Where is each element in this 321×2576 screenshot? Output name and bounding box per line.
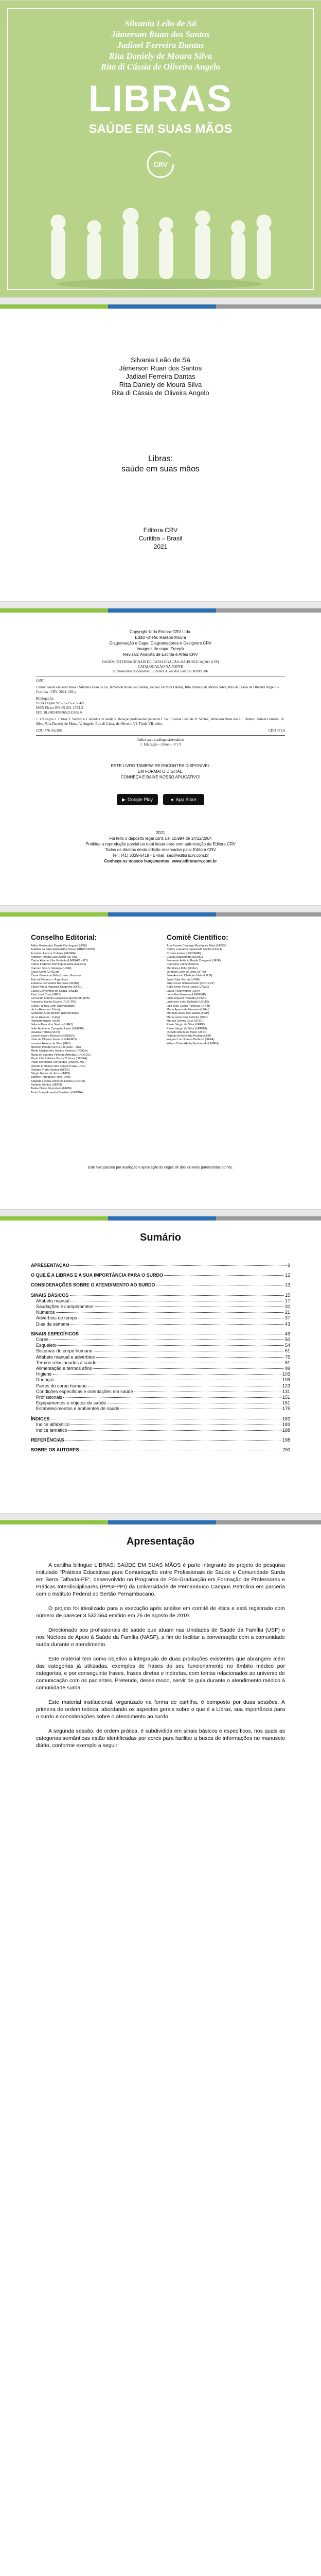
scientific-committee-title: Comitê Científico: (167, 933, 228, 941)
toc-entry-page: 43 (284, 1321, 290, 1327)
peer-review-note: Este livro passou por avaliação e aprovação às cegas de dois ou mais pareceristas ad hoc. (87, 1166, 234, 1170)
toc-entry-label: Advérbios de tempo (36, 1315, 78, 1321)
app-store-badge[interactable] (163, 794, 204, 805)
google-play-badge[interactable] (117, 794, 158, 805)
toc-entry[interactable] (31, 1310, 290, 1315)
toc-entry-page: 21 (284, 1310, 290, 1315)
scientific-committee-member: Paulo Sérgio da Silva (UFRGS) (167, 1027, 207, 1030)
cover-author: Rita di Cássia de Oliveira Angelo (100, 62, 221, 72)
cover-title: LIBRAS (88, 78, 233, 120)
editorial-council-member: Solange Helena Ximenes-Rocha (UFOPA) (31, 1079, 85, 1083)
top-bar-blue (108, 1520, 216, 1524)
toc-entry[interactable] (31, 1293, 290, 1298)
presentation-page (0, 1520, 321, 2576)
toc-entry[interactable] (31, 1437, 290, 1443)
toc-entry[interactable] (31, 1400, 290, 1406)
toc-entry-label: Índice temático (36, 1428, 67, 1433)
editorial-council-member: Sydione Santos (UEPG) (31, 1083, 62, 1087)
toc-entry-label: Saudações e cumprimentos (36, 1304, 94, 1310)
play-icon: ▶ (122, 796, 126, 802)
scientific-committee-member: Marisol Gomes Cruz (UFSC) (167, 1019, 204, 1023)
toc-entry[interactable] (31, 1447, 290, 1453)
board-columns (31, 933, 290, 1095)
top-bar-blue (108, 912, 216, 917)
book-title-line: Libras: (148, 454, 173, 463)
top-bar-green (0, 1520, 108, 1524)
editorial-council-member: Gloria Fariñas León (Universidade (31, 1004, 75, 1008)
top-bar-gray (216, 1216, 321, 1221)
toc-entry-label: Dias da semana (36, 1321, 70, 1327)
toc-leader-dots (70, 1295, 284, 1296)
editorial-council-member: Três de Febrero – Argentina) (31, 978, 68, 981)
presentation-paragraph: Este material institucional, organizado na forma de cartilha, é composto por duas sessões. A primeira de ordem teórica, abordando os aspectos gerais sobre o que é a Libras, sua importância para o surdo e considerações sobre o atendimento ao surdo. (36, 1699, 285, 1720)
toc-leader-dots (70, 1324, 284, 1325)
publisher-city: Curitiba – Brasil (138, 535, 183, 542)
editorial-council-member: Jailson Alves dos Santos (UFRJ) (31, 1023, 73, 1027)
editorial-council-member: Maria Cristina dos Santos Bezerra (UFSCar) (31, 1049, 88, 1053)
publisher-year: 2021 (153, 543, 168, 550)
scientific-committee-member: Leda Mari Kawano (UNIFESP) (167, 993, 206, 996)
app-store-label: App Store (175, 797, 197, 802)
toc-entry-page: 109 (282, 1377, 290, 1383)
toc-entry-label: Termos relacionados à saúde (36, 1360, 97, 1365)
cover-author: Jâmerson Ruan dos Santos (111, 29, 210, 39)
scientific-committee-member: Maria Lúcia Dias Ferreira (USP) (167, 1015, 208, 1019)
isbn-physical: ISBN Físico 978-65-251-1553-2 (36, 706, 83, 710)
title-author: Jâmerson Ruan dos Santos (119, 364, 202, 372)
toc-entry-page: 9 (287, 1263, 290, 1268)
cover-subtitle: SAÚDE EM SUAS MÃOS (88, 122, 233, 136)
presentation-title: Apresentação (126, 1536, 195, 1547)
toc-entry[interactable] (31, 1337, 290, 1343)
editorial-council-member: Francisco Carlos Duarte (PUC-PR) (31, 1001, 76, 1004)
editorial-council-member: Anselmo Alencar Colares (UFOPA) (31, 952, 76, 955)
toc-entry[interactable] (31, 1428, 290, 1433)
editorial-council-member: Cesar Gerónimo Tello (Univer. Nacional (31, 974, 82, 978)
editorial-council-member: Eduardo Fernandes Barbosa (UFMG) (31, 981, 79, 985)
toc-entry[interactable] (31, 1298, 290, 1304)
title-author: Silvania Leão de Sá (131, 356, 190, 364)
toc-entry-page: 20 (284, 1304, 290, 1310)
index-entry: 1. Educação – libras – 371.9 (140, 742, 181, 747)
title-author: Jadiael Ferreira Dantas (126, 372, 195, 380)
book-title (0, 454, 321, 474)
editorial-council-member: Josania Portela (UFPI) (31, 1030, 60, 1034)
toc-entry-label: SINAIS BÁSICOS (31, 1292, 69, 1298)
toc-entry-page: 61 (284, 1348, 290, 1354)
editorial-council-member: Marcelo Paixão (UFRJ e UTexas – US) (31, 1046, 81, 1049)
cdu-code: CDU 376.4:6.265 (36, 728, 62, 733)
top-bar-gray (216, 1520, 321, 1524)
catalog-bibliography: Bibliografia (36, 697, 53, 701)
editorial-council-member: Simone Rodrigues Pinto (UNB) (31, 1076, 71, 1079)
toc-leader-dots (63, 1397, 281, 1398)
toc-entry[interactable] (31, 1282, 290, 1288)
catalog-subtitle: CATALOGAÇÃO NA FONTE (138, 665, 183, 669)
legal-line: Todos os direitos desta edição reservados pela: Editora CRV (105, 848, 216, 852)
toc-entry[interactable] (31, 1416, 290, 1422)
apple-icon: ● (171, 797, 174, 802)
toc-entry-page: 13 (284, 1282, 290, 1288)
editorial-council-member: Andréia da Silva Quintanilha Sousa (UNIR/UFRN) (31, 948, 95, 952)
legal-website: Conheça os nossos lançamentos: www.editoracrv.com.br (104, 859, 217, 863)
catalog-librarian: Bibliotecária responsável: Luzenira Alves dos Santos CRB9/1506 (113, 669, 208, 673)
scientific-committee-member: Mendonça Filho (Unifor) (167, 967, 198, 970)
cover-author: Jadiael Ferreira Dantas (117, 40, 204, 50)
toc-entry[interactable] (31, 1263, 290, 1268)
catalog-code: L697 (36, 679, 44, 683)
presentation-body (36, 1562, 285, 1756)
copyright-line: Copyright © da Editora CRV Ltda. (129, 630, 192, 634)
scientific-committee-member: Jeferson Leite de Lima (UFPA) (167, 971, 206, 974)
scientific-committee-member: Ricardo Marini de Mello (UFSC) (167, 1030, 208, 1034)
toc-entry-label: Alfabeto manual (36, 1298, 70, 1303)
editorial-council-member: João Adalberto Campato Junior (UNESP) (31, 1027, 84, 1030)
catalog-title: DADOS INTERNACIONAIS DE CATALOGAÇÃO-NA-PUBLICAÇÃO (CIP) (102, 660, 219, 664)
toc-entry-page: 161 (282, 1400, 290, 1406)
scientific-committee-member: Katia Alves Vieira Lopes (UFMG) (167, 986, 209, 989)
editorial-council-member: Paulo Romualdo Hernandes (UNIFAL-MG) (31, 1061, 86, 1064)
digital-availability (0, 763, 321, 780)
title-page (0, 304, 321, 602)
presentation-paragraph: Este material tem como objetivo a integração de duas produções existentes que abrangem além das categorias já utilizadas, exemplos de frases do seu funcionamento no âmbito médico por categorias, e por conseguinte frases, frases diretas e indiretas, com temas relacionados ao universo de comunicação com os pacientes. Pretende, desse modo, servir de guia durante o atendimento médico à comunidade surda. (36, 1656, 285, 1691)
availability-line: ESTE LIVRO TAMBÉM SE ENCONTRA DISPONÍVEL (111, 764, 210, 768)
toc-entry-page: 200 (282, 1447, 290, 1453)
toc-entry-page: 151 (282, 1395, 290, 1400)
hands-illustration-icon (31, 196, 290, 289)
toc-entry-page: 99 (284, 1366, 290, 1371)
editorial-council-title: Conselho Editorial: (31, 933, 97, 941)
editorial-council-member: Sérgio Nunes de Jesus (IFRO) (31, 1072, 70, 1076)
editorial-council-member: Fernando Antônio Gonçalves Alcoforado (IPB) (31, 997, 90, 1001)
cover-author: Rita Daniely de Moura Silva (109, 51, 212, 61)
toc-entry-page: 188 (282, 1428, 290, 1433)
top-bar-green (0, 1216, 108, 1221)
toc-entry-page: 131 (282, 1388, 290, 1394)
google-play-label: Google Play (127, 797, 153, 802)
editorial-council-member: Celso Conti (UFSCar) (31, 971, 59, 974)
copyright-line: Revisão: Analista de Escrita e Artes CRV (123, 652, 198, 657)
legal-contact: Tel.: (41) 3039-6418 - E-mail: sac@editoracrv.com.br (112, 853, 209, 858)
top-bar-gray (216, 608, 321, 613)
toc-entry-label: Equipamentos e objetos de saúde (36, 1400, 106, 1406)
toc-entry-page: 175 (282, 1406, 290, 1412)
toc-leader-dots (96, 1357, 284, 1358)
scientific-committee-member: Ana Rosete Camargo Rodrigues Maia (UFSC) (167, 944, 226, 947)
toc-entry-label: Índice alfabético (36, 1421, 70, 1427)
editorial-council-member: Lourdes Helena da Silva (UFV) (31, 1042, 71, 1045)
toc-entry-page: 37 (284, 1315, 290, 1321)
top-bar-gray (216, 304, 321, 309)
toc-entry-label: APRESENTAÇÃO (31, 1263, 69, 1268)
editorial-council-member: Élsio José Corá (UFFS) (31, 993, 62, 996)
book-title-line: saúde em suas mãos (121, 465, 200, 473)
editorial-council-member: de La Havana – Cuba) (31, 1008, 60, 1012)
scientific-committee-member: Wilson Calvo Abrão Bestfassek (UNIRN) (167, 1042, 219, 1045)
toc-entry-label: Higiene (36, 1371, 52, 1377)
scientific-committee-member: Julio Cesar Schweickardt (FIOCRUZ) (167, 981, 215, 985)
toc-entry-page: 123 (282, 1383, 290, 1388)
toc-title: Sumário (139, 1232, 182, 1243)
top-bar-blue (108, 304, 216, 309)
scientific-committee-column (167, 933, 290, 1095)
toc-entry-label: CONSIDERAÇÕES SOBRE O ATENDIMENTO AO SURDO (31, 1282, 155, 1288)
top-bar-blue (108, 608, 216, 613)
catalog-subjects: 1. Educação 2. Libras 3. Surdez 4. Cuidados de saúde 5. Relação profissional paciente I. Sá, Silvania Leão de II. Santos, Jâmerson Ruan dos III. Dantas, Jadiael Ferreira. IV. Silva, Rita Daniely de Moura V. Angelo, Rita di Cássia de Oliveira VI. Título VII. série. (36, 717, 285, 726)
scientific-committee-member: Evania Nascimento (UEMG) (167, 955, 203, 959)
scientific-committee-member: Wagner Luiz Ramos Barbosa (UFPA) (167, 1038, 215, 1042)
toc-entry[interactable] (31, 1321, 290, 1327)
scientific-committee-member: Luiz Jose Carlos Fonseca (UFPB) (167, 1004, 210, 1008)
toc-leader-dots (93, 1368, 284, 1369)
isbn-digital: ISBN Digital 978-65-251-1554-9 (36, 701, 84, 705)
title-author: Rita di Cássia de Oliveira Angelo (112, 389, 209, 397)
legal-year: 2021 (156, 831, 165, 835)
toc-entry-page: 81 (284, 1360, 290, 1365)
toc-entry[interactable] (31, 1315, 290, 1321)
editorial-council-member: Guillermo Arias Beatón (Universidade (31, 1012, 79, 1015)
availability-line: EM FORMATO DIGITAL. (137, 769, 184, 774)
presentation-paragraph: A segunda sessão, de ordem prática, é subdividida em sinais básicos e específicos, nos quais as categorias semânticas estão identificadas por cores para facilitar a busca de informações no manuseio diário, conforme exemplo a seguir: (36, 1728, 285, 1749)
catalog-entry: Libras: saúde em suas mãos / Silvania Leão de Sá, Jâmerson Ruan dos Santos, Jadiael Ferreira Dantas, Rita Daniely de Moura Silva, Rita di Cássia de Oliveira Angelo – Curitiba : CRV, 2021. 202 p. (36, 685, 279, 694)
toc-entry-label: REFERÊNCIAS (31, 1437, 64, 1443)
editorial-council-member: Carlos Federico Dominguez Avila (Unieuro) (31, 963, 86, 967)
toc-entry[interactable] (31, 1331, 290, 1337)
editorial-board-page (0, 912, 321, 1210)
toc-leader-dots (58, 1345, 284, 1346)
toc-leader-dots (164, 1275, 284, 1276)
store-badges (0, 794, 321, 805)
toc-entry-page: 103 (282, 1371, 290, 1377)
crv-logo-text: CRV (153, 161, 168, 168)
toc-entry[interactable] (31, 1406, 290, 1412)
toc-entry-page: 17 (284, 1298, 290, 1303)
scientific-committee-member: Cristina Iwabe (UNICAMP) (167, 952, 201, 955)
toc-entry-label: O QUE É A LIBRAS E A SUA IMPORTÂNCIA PARA O SURDO (31, 1273, 164, 1278)
toc-entry-label: Estabelecimentos e ambientes de saúde (36, 1406, 120, 1412)
presentation-paragraph: Direcionado aos profissionais de saúde que atuam nas Unidades de Saúde da Família (USF) e nos Núcleos de Apoio à Saúde da Família (NASF), a fim de facilitar a conversação com a comunidade surda durante o atendimento. (36, 1627, 285, 1648)
crv-logo-icon (146, 150, 175, 179)
toc-entry-page: 12 (284, 1273, 290, 1278)
toc-entry[interactable] (31, 1383, 290, 1389)
toc-entry-label: Alfabeto manual e advérbios (36, 1354, 95, 1360)
toc-entry-label: Esqueleto (36, 1343, 57, 1348)
toc-entry-label: SINAIS ESPECÍFICOS (31, 1331, 79, 1336)
toc-entry-label: Números (36, 1310, 55, 1315)
toc-leader-dots (56, 1312, 284, 1313)
toc-list (31, 1263, 290, 1453)
toc-entry[interactable] (31, 1354, 290, 1360)
toc-entry-label: Profissionais (36, 1395, 63, 1400)
toc-entry[interactable] (31, 1366, 290, 1371)
catalog-divider (36, 735, 285, 736)
editorial-council-member: de La Havana – Cuba) (31, 1015, 60, 1019)
scientific-committee-member: Marlucia Alves dos Santos (USP) (167, 1012, 209, 1015)
top-bar-green (0, 608, 108, 613)
scientific-committee-member: Fernando Antônio Basile Colugnati (UFJF) (167, 959, 221, 963)
toc-entry[interactable] (31, 1389, 290, 1395)
toc-leader-dots (53, 1374, 281, 1375)
legal-notice (0, 830, 321, 864)
toc-entry[interactable] (31, 1371, 290, 1377)
toc-entry-page: 182 (282, 1416, 290, 1421)
toc-leader-dots (68, 1430, 281, 1431)
scientific-committee-member: Francisco Jaime Bezerra (167, 963, 199, 967)
scientific-committee-member: Rômulo de Azevedo Pereira (UNB) (167, 1035, 211, 1038)
scientific-committee-member: José Odair Ferrari (UNIR) (167, 978, 200, 981)
catalog-record (36, 660, 285, 747)
editorial-council-member: Lídia de Oliveira Xavier (UNIEURO) (31, 1038, 77, 1042)
cover-author: Silvania Leão de Sá (124, 19, 197, 28)
cover-authors (0, 18, 321, 72)
editorial-council-member: Tania Suely Azevedo Brasileiro (UFOPA) (31, 1091, 83, 1094)
toc-entry[interactable] (31, 1422, 290, 1428)
toc-entry-page: 49 (284, 1331, 290, 1336)
toc-leader-dots (70, 1265, 287, 1266)
toc-entry-label: Sistemas do corpo humano (36, 1348, 93, 1354)
presentation-paragraph: A cartilha bilíngue LIBRAS: SAÚDE EM SUAS MÃOS é parte integrante do projeto de pesquisa intitulado "Práticas Educativas para Comunicação entre Profissionais de Saúde e Comunidade Surda em Serra Talhada-PE", desenvolvido no Programa de Pós-Graduação em Formação de Professores e Práticas Interdisciplinares (PPGFPPI) da Universidade de Pernambuco Campus Petrolina em parceria com o Instituto Federal do Sertão Pernambucano. (36, 1562, 285, 1597)
doi: DOI 10.24824/978652515532.6 (36, 710, 82, 715)
top-bar-green (0, 912, 108, 917)
toc-entry[interactable] (31, 1360, 290, 1366)
editorial-council-member: Aldira Guimarães Duarte Domínguez (UNB) (31, 944, 87, 947)
editorial-council-member: Helmuth Krüger (UCP) (31, 1019, 60, 1023)
editorial-council-member: Carmen Tereza Velanga (UNIR) (31, 967, 72, 970)
editorial-council-member: Elizeu Clementino de Souza (UNEB) (31, 989, 78, 993)
cover-page (0, 0, 321, 298)
scientific-committee-member: Paulo Sérgio da Silva (UFPR) (167, 1023, 205, 1027)
toc-entry-label: Partes do corpo humano (36, 1383, 87, 1388)
editorial-council-member: Carlos Alberto Vilar Estêvão (UMINHO – PT) (31, 959, 88, 963)
editorial-council-member: Maria de Lourdes Pinto de Almeida (UNOESC) (31, 1053, 91, 1057)
scientific-committee-member: Carlos Leonardo Figueiredo Cunha (UFRJ) (167, 948, 222, 952)
editorial-council-member: Renato Francisco dos Santos Paula (UFG) (31, 1064, 86, 1068)
top-bar-green (0, 304, 108, 309)
toc-entry-page: 50 (284, 1337, 290, 1343)
presentation-paragraph: O projeto foi idealizado para a execução após análise em comitê de ética e está registrado com número de parecer 3.532.564 emitido em 26 de agosto de 2019. (36, 1605, 285, 1619)
toc-entry[interactable] (31, 1273, 290, 1278)
scientific-committee-member: Lúcia Mayumi Yamada (FPMD) (167, 997, 207, 1001)
editorial-council-member: Tadeu Oliver Gonçalves (UFPA) (31, 1087, 72, 1091)
toc-entry[interactable] (31, 1343, 290, 1348)
copyright-line: Editor-chefe: Railson Moura (135, 635, 186, 640)
editorial-council-member: Elione Maria Nogueira Diogenes (UFAL) (31, 986, 82, 989)
toc-entry-label: Alimentação e termos afins (36, 1366, 92, 1371)
toc-entry[interactable] (31, 1395, 290, 1400)
top-bar-gray (216, 912, 321, 917)
top-bar-blue (108, 1216, 216, 1221)
copyright-line: Imagens de capa: Freepik (136, 647, 185, 651)
toc-entry-label: SOBRE OS AUTORES (31, 1447, 79, 1453)
editorial-council-member: Antônio Pereira Gaio Júnior (UFRRJ) (31, 955, 79, 959)
scientific-committee-member: Lucimeire Leite Stoleiski (UEMG) (167, 1001, 209, 1004)
catalog-class-row (36, 728, 285, 733)
editorial-council-member: Leonel Severo Rocha (UNISINOS) (31, 1035, 76, 1038)
toc-entry[interactable] (31, 1348, 290, 1354)
toc-entry-label: Cores (36, 1337, 49, 1343)
publisher-block (0, 526, 321, 551)
copyright-credits (0, 629, 321, 657)
copyright-page (0, 608, 321, 906)
toc-entry[interactable] (31, 1304, 290, 1310)
scientific-committee-member: Laura Feuerwerker (USP) (167, 989, 200, 993)
editorial-council-member: Maria Lília Imbiriba Sousa Colares (UFOPA) (31, 1057, 87, 1060)
scientific-committee-member: Maria Aparecida Nevasim (UFAL) (167, 1008, 210, 1012)
title-author: Rita Daniely de Moura Silva (119, 381, 202, 388)
toc-entry-page: 198 (282, 1437, 290, 1443)
table-of-contents-page (0, 1216, 321, 1514)
editorial-council-column (31, 933, 154, 1095)
copyright-line: Diagramação e Capa: Diagramadores e Designers CRV (109, 641, 212, 646)
legal-line: Foi feito o depósito legal conf. Lei 10.994 de 14/12/2004 (109, 836, 212, 841)
toc-entry-label: ÍNDICES (31, 1416, 50, 1421)
legal-line: Proibida a reprodução parcial ou total desta obra sem autorização da Editora CRV (85, 842, 236, 846)
toc-entry-page: 15 (284, 1292, 290, 1298)
cdd-code: CDD 371.9 (268, 728, 285, 733)
title-authors (0, 356, 321, 397)
toc-entry[interactable] (31, 1377, 290, 1383)
toc-entry-page: 54 (284, 1343, 290, 1348)
publisher-name: Editora CRV (143, 527, 178, 534)
index-title: Índice para catálogo sistemático (137, 738, 184, 742)
availability-line: CONHEÇA E BAIXE NOSSO APLICATIVO! (120, 775, 201, 779)
scientific-committee-member: Jose Antonio Chehuen Neto (UFJF) (167, 974, 212, 978)
toc-entry-label: Condições específicas e orientações em saúde (36, 1388, 133, 1394)
toc-entry-label: Doenças (36, 1377, 55, 1383)
editorial-council-member: Rodrigo Pratte-Santos (UFES) (31, 1068, 70, 1072)
toc-entry-page: 75 (284, 1354, 290, 1360)
toc-entry-page: 183 (282, 1421, 290, 1427)
